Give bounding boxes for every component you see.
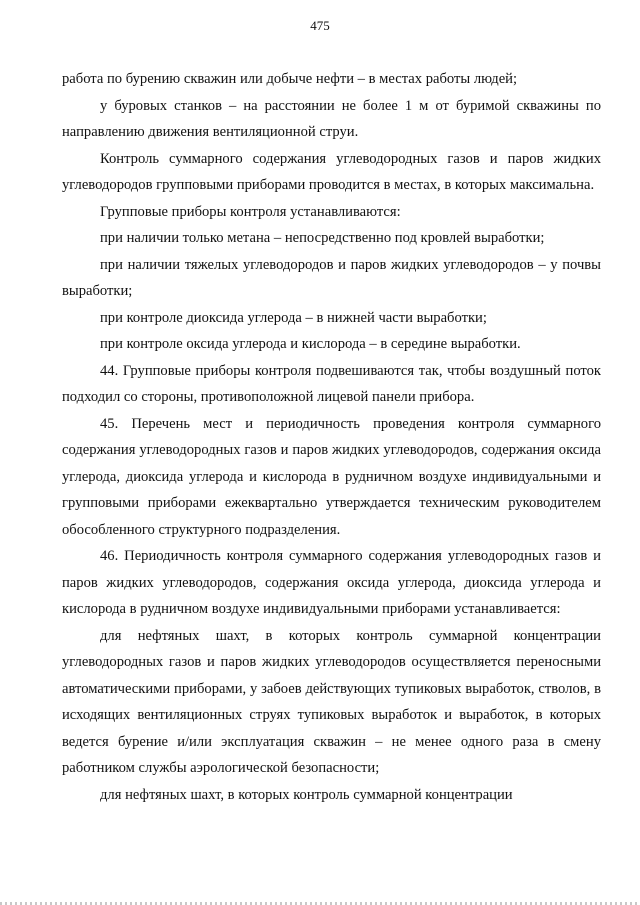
paragraph-6: при наличии тяжелых углеводородов и паров жидких углеводородов – у почвы выработки; <box>62 256 601 299</box>
page-number: 475 <box>310 18 330 33</box>
paragraph-3: Контроль суммарного содержания углеводородных газов и паров жидких углеводородов групповыми приборами проводится в местах, в которых максимальна. <box>62 150 601 193</box>
paragraph-1: работа по бурению скважин или добыче нефти – в местах работы людей; <box>62 71 518 87</box>
body-text <box>62 66 601 808</box>
paragraph-46-item-1: для нефтяных шахт, в которых контроль суммарной концентрации углеводородных газов и паров жидких углеводородов осуществляется переносными автоматическими приборами, у забоев действующих тупиковых выработок, стволов, в исходящих вентиляционных струях тупиковых выработок и выработок, в которых ведется бурение и/или эксплуатация скважин – не менее одного раза в смену работником службы аэрологической безопасности; <box>62 627 601 776</box>
paragraph-2: у буровых станков – на расстоянии не более 1 м от буримой скважины по направлению движения вентиляционной струи. <box>62 97 601 140</box>
paragraph-5: при наличии только метана – непосредственно под кровлей выработки; <box>100 230 545 246</box>
paragraph-8: при контроле оксида углерода и кислорода – в середине выработки. <box>100 336 521 352</box>
paragraph-4: Групповые приборы контроля устанавливаются: <box>100 203 401 220</box>
paragraph-46-item-2: для нефтяных шахт, в которых контроль суммарной концентрации <box>100 786 513 803</box>
paragraph-46: 46. Периодичность контроля суммарного содержания углеводородных газов и паров жидких углеводородов, содержания оксида углерода, диоксида углерода и кислорода в рудничном воздухе индивидуальными приборами устанавливается: <box>62 548 601 617</box>
paragraph-7: при контроле диоксида углерода – в нижней части выработки; <box>100 309 487 326</box>
paragraph-45: 45. Перечень мест и периодичность проведения контроля суммарного содержания углеводородных газов и паров жидких углеводородов, содержания оксида углерода, диоксида углерода и кислорода в рудничном воздухе индивидуальными и групповыми приборами ежеквартально утверждается техническим руководителем обособленного структурного подразделения. <box>62 415 601 538</box>
paragraph-44: 44. Групповые приборы контроля подвешиваются так, чтобы воздушный поток подходил со стороны, противоположной лицевой панели прибора. <box>62 362 601 405</box>
